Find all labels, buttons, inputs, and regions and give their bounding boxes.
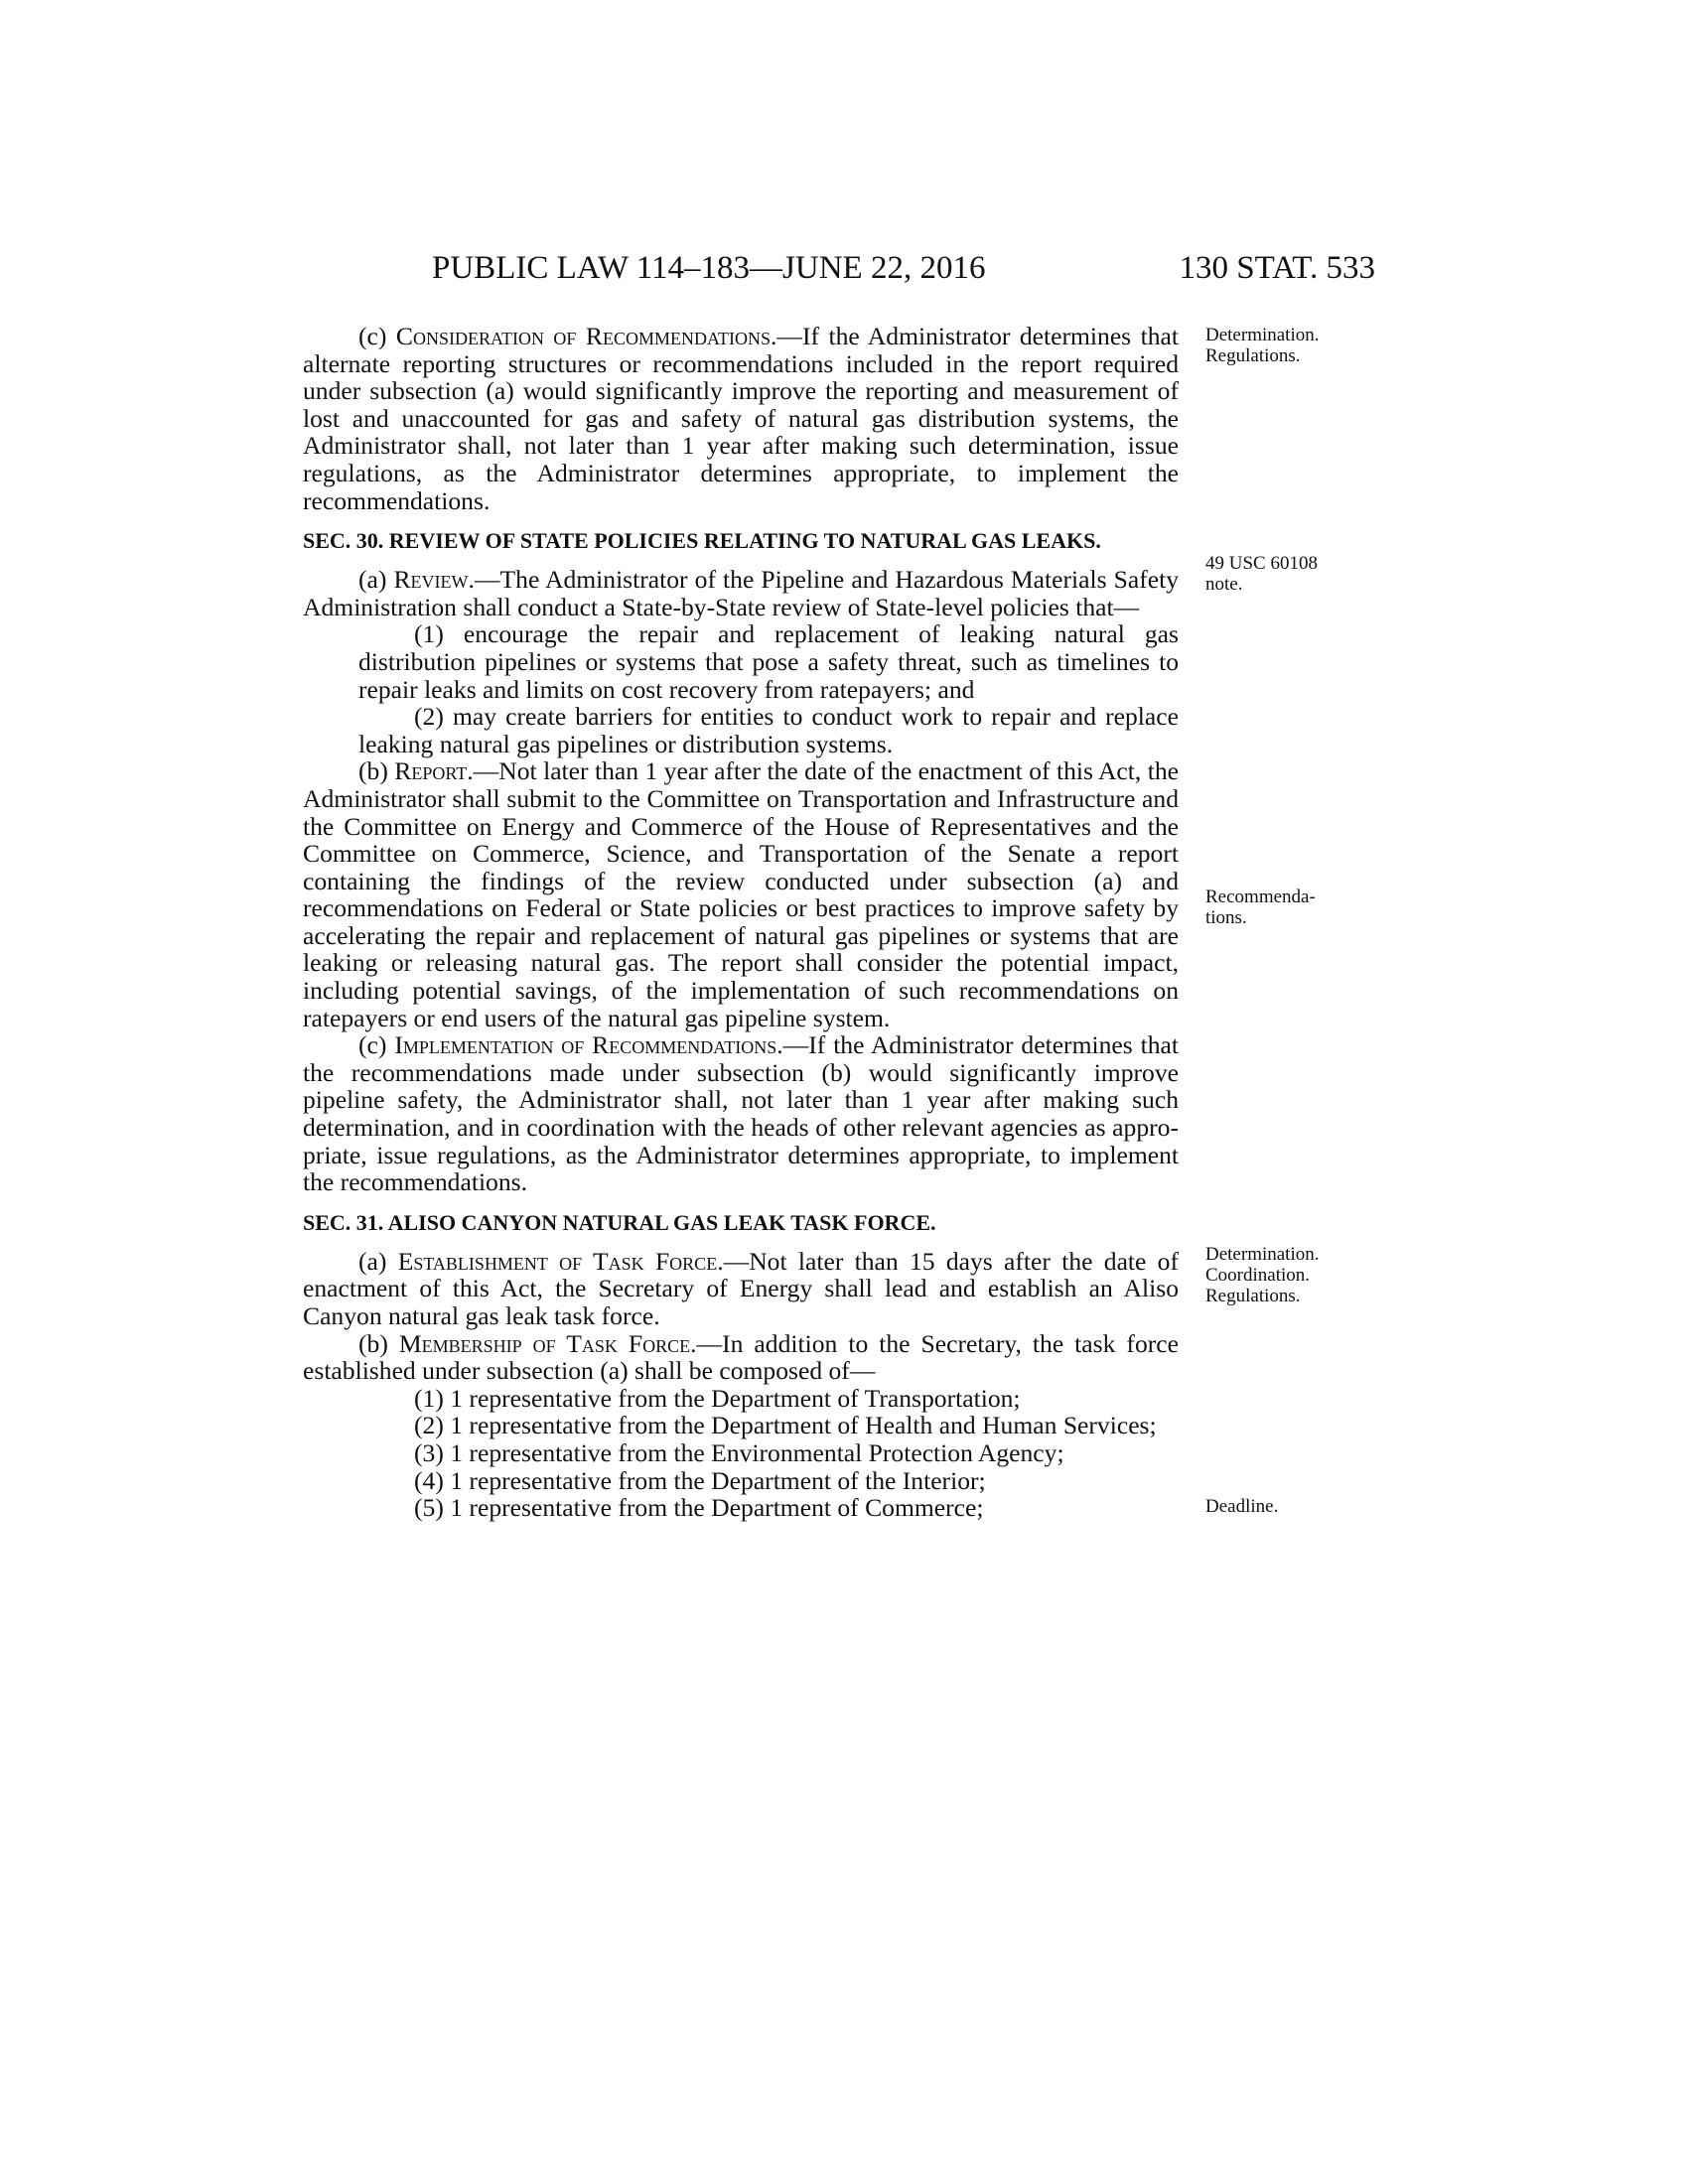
list-item: (4) 1 representative from the Department of the Interior; bbox=[414, 1465, 986, 1495]
page-title: PUBLIC LAW 114–183—JUNE 22, 2016 bbox=[432, 250, 986, 286]
list-item: (2) 1 representative from the Department of Health and Human Services; bbox=[414, 1411, 1157, 1440]
margin-note-usc-citation: 49 USC 60108 note. bbox=[1205, 553, 1318, 595]
subsection-heading: Implementation of Recommendations bbox=[394, 1030, 777, 1060]
section-heading-31: SEC. 31. ALISO CANYON NATURAL GAS LEAK TASK FORCE. bbox=[303, 1209, 936, 1235]
margin-note-recommendations: Recommenda- tions. bbox=[1205, 887, 1316, 928]
statute-page-number: 130 STAT. 533 bbox=[1179, 250, 1375, 286]
main-text bbox=[303, 323, 1179, 1522]
list-item: (3) 1 representative from the Environmental Protection Agency; bbox=[414, 1437, 1064, 1467]
list-item: (1) encourage the repair and replacement of leaking natural gas distribution pipelines or systems that pose a safety threat, such as timelines to repair leaks and limits on cost recovery from ratepayers; and bbox=[358, 619, 1179, 704]
paragraph-report: (b) Report.—Not later than 1 year after the date of the enactment of this Act, the Administrator shall submit to the Committee on Transportation and Infrastructure and the Committee on Energy and Commerce of the House of Representatives and the Committee on Commerce, Science, and Transportation of the Senate a report containing the findings of the review conducted under subsection (a) and recommendations on Federal or State policies or best practices to improve safety by accelerating the repair and replacement of natural gas pipelines or systems that are leaking or releasing natural gas. The report shall consider the potential impact, including potential savings, of the implementation of such recommendations on ratepayers or end users of the natural gas pipeline system. bbox=[303, 756, 1179, 1032]
page-header bbox=[432, 250, 1375, 290]
list-item: (5) 1 representative from the Department of Commerce; bbox=[414, 1493, 984, 1523]
margin-note-determination-regulations: Determination. Regulations. bbox=[1205, 325, 1320, 366]
subsection-heading: Report bbox=[394, 756, 468, 786]
paragraph-membership-of-task-force: (b) Membership of Task Force.—In addition to the Secretary, the task force established under subsection (a) shall be composed of— bbox=[303, 1328, 1179, 1386]
paragraph-review: (a) Review.—The Administrator of the Pipeline and Hazardous Materials Safety Administration shall conduct a State-by-State review of State-level policies that— bbox=[303, 565, 1179, 621]
subsection-heading: Membership of Task Force bbox=[398, 1328, 691, 1358]
margin-note-determination-coordination-regulations: Determination. Coordination. Regulations. bbox=[1205, 1244, 1320, 1306]
section-heading-30: SEC. 30. REVIEW OF STATE POLICIES RELATING TO NATURAL GAS LEAKS. bbox=[303, 528, 1101, 554]
subsection-heading: Review bbox=[393, 565, 469, 595]
list-item: (1) 1 representative from the Department of Transportation; bbox=[414, 1383, 1021, 1413]
subsection-heading: Consideration of Recommendations bbox=[395, 322, 771, 350]
list-item: (2) may create barriers for entities to conduct work to repair and replace leaking natural gas pipelines or distribution systems. bbox=[358, 702, 1179, 758]
paragraph-consideration-of-recommendations: (c) Consideration of Recommendations.—If the Administrator determines that alternate reporting structures or recommendations included in the report required under subsection (a) would significantly improve the reporting and measurement of lost and unaccounted for gas and safety of natural gas distribution systems, the Administrator shall, not later than 1 year after making such determination, issue regulations, as the Administrator determines appropriate, to implement the recommendations. bbox=[303, 322, 1179, 515]
subsection-heading: Establishment of Task Force bbox=[397, 1246, 718, 1276]
paragraph-implementation-of-recommendations: (c) Implementation of Recommendations.—If the Administrator determines that the recommendations made under subsection (b) would significantly improve pipeline safety, the Administrator shall, not later than 1 year after making such determination, and in coordination with the heads of other relevant agencies as appropriate, issue regulations, as the Administrator determines appropriate, to implement the recommendations. bbox=[303, 1030, 1179, 1197]
paragraph-establishment-of-task-force: (a) Establishment of Task Force.—Not later than 15 days after the date of enactment of this Act, the Secretary of Energy shall lead and establish an Aliso Canyon natural gas leak task force. bbox=[303, 1246, 1180, 1330]
margin-note-deadline: Deadline. bbox=[1205, 1496, 1279, 1517]
